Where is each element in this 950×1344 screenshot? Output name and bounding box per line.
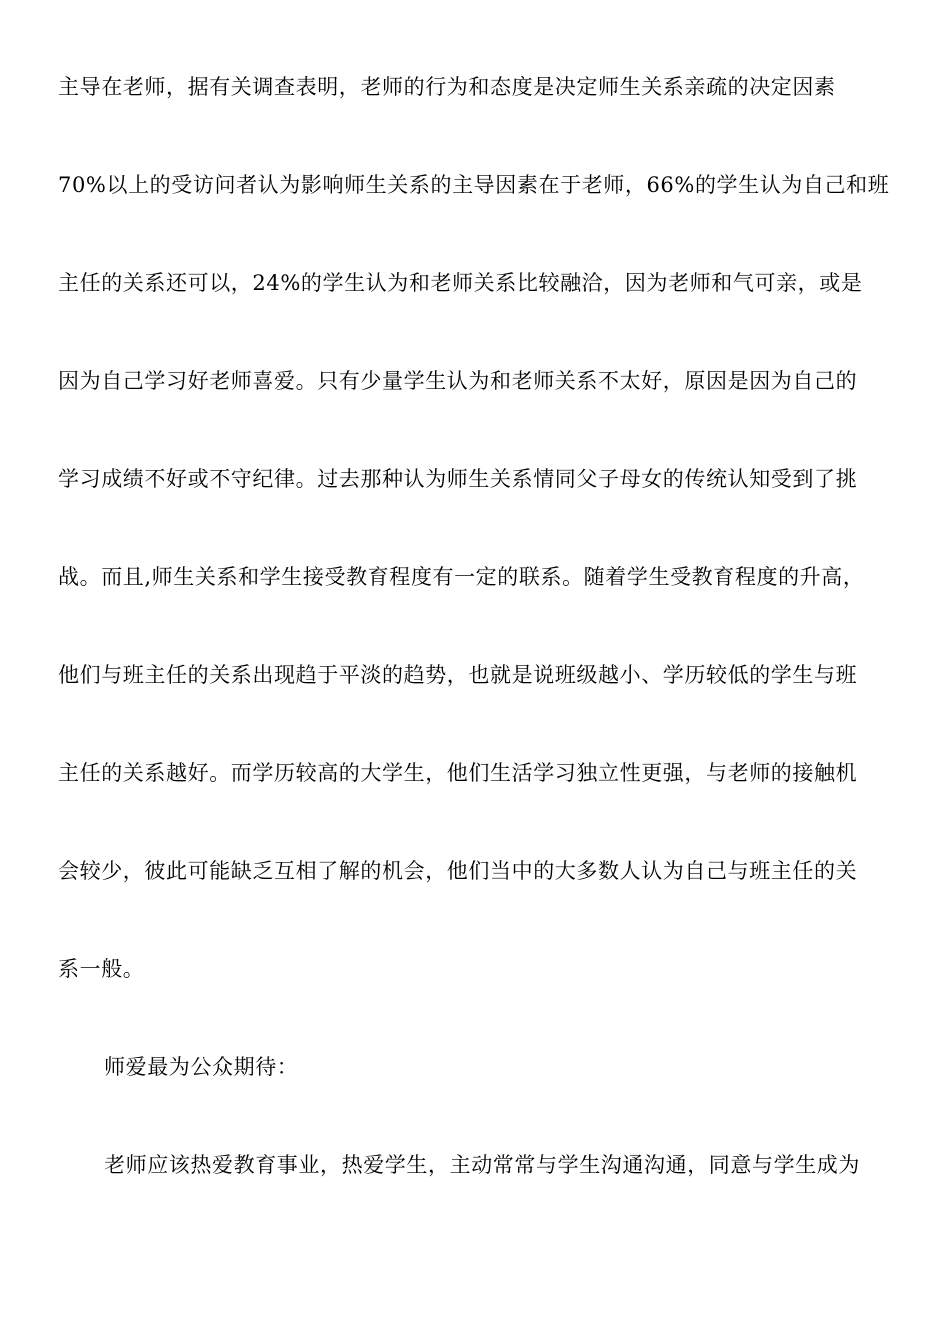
paragraph-line-7: 他们与班主任的关系出现趋于平淡的趋势，也就是说班级越小、学历较低的学生与班	[58, 663, 858, 687]
paragraph-line-3: 主任的关系还可以，24%的学生认为和老师关系比较融洽，因为老师和气可亲，或是	[58, 271, 863, 295]
section-heading: 师爱最为公众期待：	[104, 1055, 299, 1079]
paragraph-line-5: 学习成绩不好或不守纪律。过去那种认为师生关系情同父子母女的传统认知受到了挑	[58, 467, 858, 491]
paragraph-line-6: 战。而且,师生关系和学生接受教育程度有一定的联系。随着学生受教育程度的升高，	[58, 565, 865, 589]
paragraph-line-8: 主任的关系越好。而学历较高的大学生，他们生活学习独立性更强，与老师的接触机	[58, 761, 858, 785]
paragraph-line-2: 70%以上的受访问者认为影响师生关系的主导因素在于老师，66%的学生认为自己和班	[58, 173, 890, 197]
paragraph-line-10: 系一般。	[58, 957, 145, 981]
paragraph-line-9: 会较少，彼此可能缺乏互相了解的机会，他们当中的大多数人认为自己与班主任的关	[58, 859, 858, 883]
paragraph-line-4: 因为自己学习好老师喜爱。只有少量学生认为和老师关系不太好，原因是因为自己的	[58, 369, 858, 393]
paragraph-line-11: 老师应该热爱教育事业，热爱学生，主动常常与学生沟通沟通，同意与学生成为	[104, 1153, 860, 1177]
paragraph-line-1: 主导在老师，据有关调查表明，老师的行为和态度是决定师生关系亲疏的决定因素	[58, 75, 836, 99]
